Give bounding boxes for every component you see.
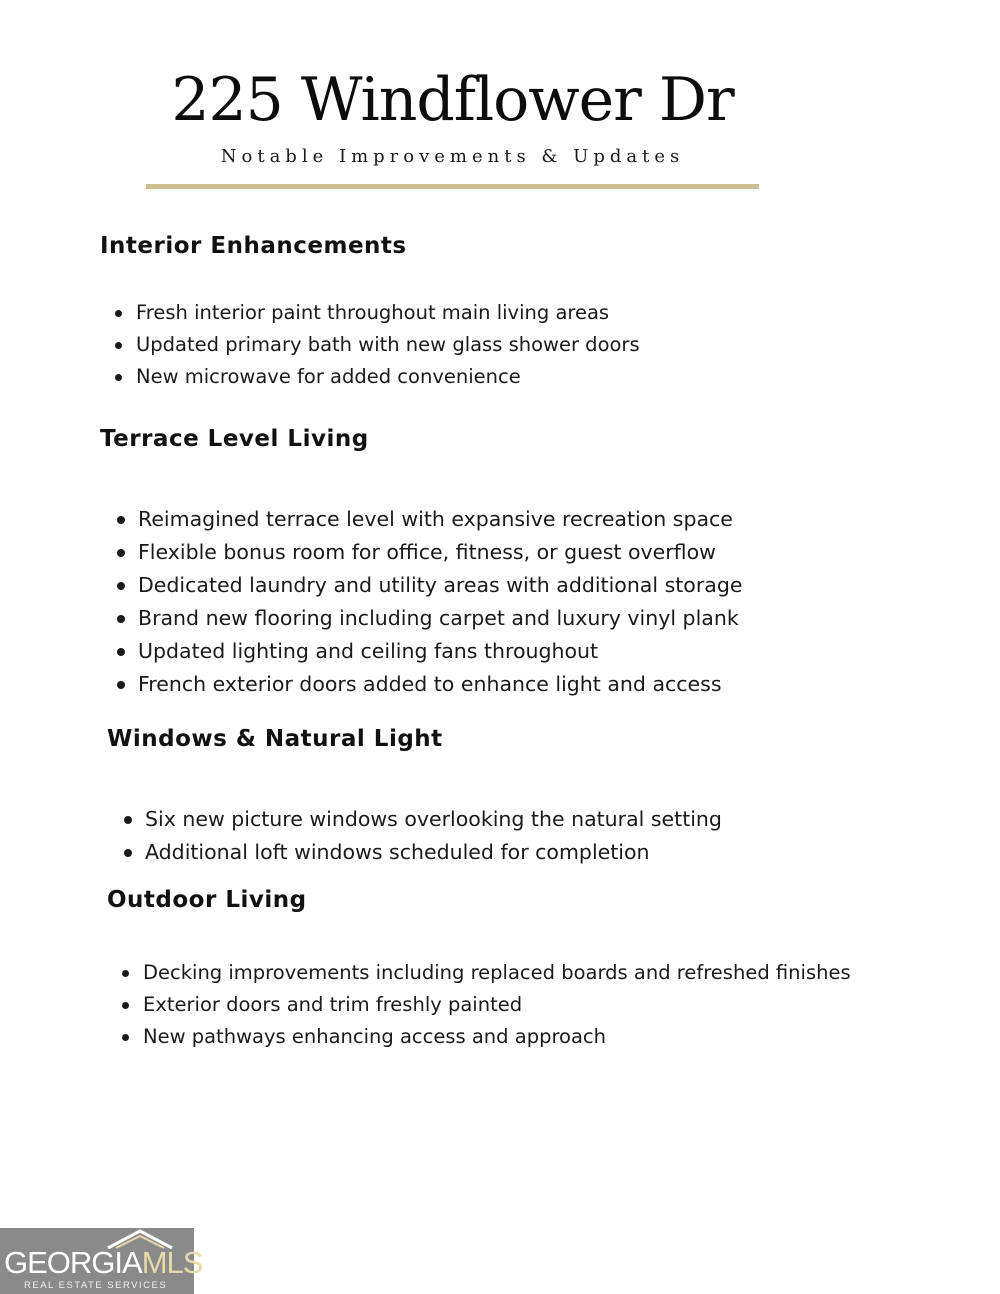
section-interior-enhancements [100, 233, 640, 393]
list-item: Decking improvements including replaced boards and refreshed finishes [143, 957, 851, 989]
list-item: Updated primary bath with new glass shower doors [136, 329, 640, 361]
list-item: Fresh interior paint throughout main living areas [136, 297, 640, 329]
bullet-list [100, 297, 640, 393]
bullet-list [100, 503, 742, 701]
list-item: Flexible bonus room for office, fitness, or guest overflow [138, 536, 742, 569]
section-windows-natural-light [107, 726, 722, 869]
logo-tagline: REAL ESTATE SERVICES [24, 1280, 168, 1291]
section-outdoor-living [107, 887, 851, 1053]
section-heading: Terrace Level Living [100, 426, 369, 452]
section-heading: Windows & Natural Light [107, 726, 443, 752]
list-item: New pathways enhancing access and approach [143, 1021, 851, 1053]
georgia-mls-logo [0, 1228, 203, 1294]
section-terrace-level-living [100, 426, 742, 701]
list-item: Brand new flooring including carpet and luxury vinyl plank [138, 602, 742, 635]
logo-word-accent: MLS [141, 1245, 203, 1280]
section-heading: Interior Enhancements [100, 233, 407, 259]
page-title: 225 Windflower Dr [171, 65, 734, 135]
list-item: Updated lighting and ceiling fans throughout [138, 635, 742, 668]
section-heading: Outdoor Living [107, 887, 307, 913]
bullet-list [107, 957, 851, 1053]
page-subtitle: Notable Improvements & Updates [220, 146, 685, 167]
list-item: Dedicated laundry and utility areas with additional storage [138, 569, 742, 602]
list-item: New microwave for added convenience [136, 361, 640, 393]
logo-wordmark [4, 1246, 202, 1280]
logo-word-main: GEORGIA [4, 1245, 142, 1280]
list-item: French exterior doors added to enhance light and access [138, 668, 742, 701]
list-item: Additional loft windows scheduled for completion [145, 836, 722, 869]
bullet-list [107, 803, 722, 869]
list-item: Reimagined terrace level with expansive recreation space [138, 503, 742, 536]
title-divider [146, 184, 759, 189]
list-item: Six new picture windows overlooking the natural setting [145, 803, 722, 836]
list-item: Exterior doors and trim freshly painted [143, 989, 851, 1021]
